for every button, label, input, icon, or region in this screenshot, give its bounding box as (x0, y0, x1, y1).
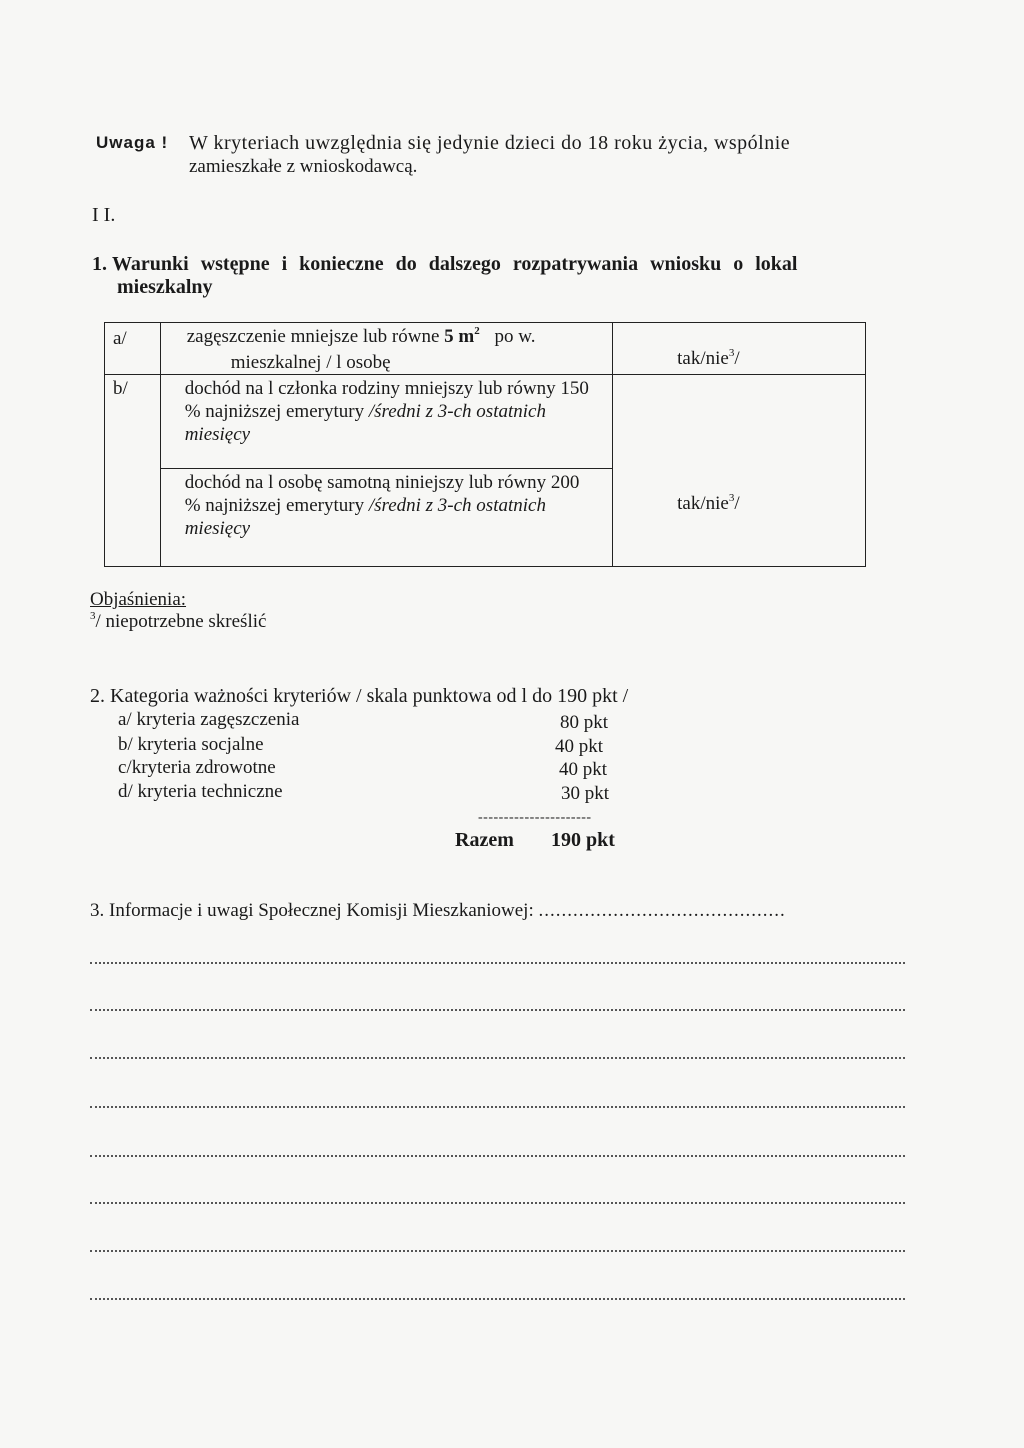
row-c-text-line2a: % najniższej emerytury (184, 495, 365, 516)
row-a-answer (613, 323, 865, 373)
point1-title-line1: Warunki wstępne i konieczne do dalszego rozpatrywania wniosku o lokal (112, 253, 798, 275)
row-a-answer-end: / (734, 348, 740, 369)
point2-item-points: 80 pkt (560, 712, 609, 733)
point2-total-value: 190 pkt (551, 829, 615, 851)
row-c-text (161, 469, 612, 540)
point1-title-line2: mieszkalny (117, 276, 213, 298)
row-a-after: po w. (494, 326, 536, 347)
row-b-answer-text: tak/nie (677, 493, 729, 514)
point2-item-points: 40 pkt (559, 759, 608, 780)
row-c-text-line2b: /średni z 3-ch ostatnich (368, 495, 546, 516)
row-c-text-line1: dochód na l osobę samotną niniejszy lub równy 200 (184, 472, 580, 493)
row-a-answer-sup: 3 (728, 347, 735, 359)
row-b-text-line2a: % najniższej emerytury (184, 401, 365, 422)
answer-line (90, 1009, 905, 1011)
row-b-answer (613, 375, 865, 518)
row-b-text-line2b: /średni z 3-ch ostatnich (368, 401, 546, 422)
explanations-sup: 3 (90, 610, 96, 622)
explanations-heading: Objaśnienia: (90, 589, 187, 610)
row-c-text-line3: miesięcy (184, 518, 251, 539)
note-text-line1: W kryteriach uwzględnia się jedynie dzieci do 18 roku życia, wspólnie (189, 132, 791, 154)
row-b-text-line3: miesięcy (184, 424, 251, 445)
answer-line (90, 1106, 905, 1108)
point2-item-label: b/ kryteria socjalne (118, 734, 264, 755)
answer-line (90, 1250, 905, 1252)
row-b-text-line1: dochód na l członka rodziny mniejszy lub równy 150 (184, 378, 589, 399)
point2-item-label: c/kryteria zdrowotne (118, 757, 276, 778)
section-heading: I I. (92, 204, 116, 226)
note-text-line2: zamieszkałe z wnioskodawcą. (189, 156, 418, 177)
note-label: Uwaga ! (96, 133, 169, 152)
criteria-table (104, 322, 866, 567)
row-a-answer-text: tak/nie (677, 348, 729, 369)
point3-title-text: 3. Informacje i uwagi Społecznej Komisji Mieszkaniowej: (90, 900, 534, 921)
answer-line (90, 962, 905, 964)
row-b-answer-sup: 3 (728, 492, 735, 504)
point2-total-label: Razem (455, 829, 514, 851)
point1-title (92, 252, 837, 276)
point2-item-points: 30 pkt (561, 783, 610, 804)
point2-item-label: d/ kryteria techniczne (118, 781, 283, 802)
answer-line (90, 1298, 905, 1300)
row-b-marker: b/ (113, 378, 128, 399)
table-row (105, 323, 866, 375)
point2-title: 2. Kategoria ważności kryteriów / skala punktowa od l do 190 pkt / (90, 685, 629, 707)
explanations-note: / niepotrzebne skreślić (95, 611, 267, 632)
table-row (105, 375, 866, 469)
point3-title-dots: ........................................... (538, 900, 786, 921)
row-a-text-line1: zagęszczenie mniejsze lub równe (186, 326, 440, 347)
answer-line (90, 1057, 905, 1059)
row-b-text (161, 375, 612, 446)
point3-title (90, 899, 786, 923)
answer-line (90, 1155, 905, 1157)
point2-item-points: 40 pkt (555, 736, 604, 757)
explanations-text (90, 610, 266, 636)
row-a-text (161, 323, 612, 351)
answer-line (90, 1202, 905, 1204)
point2-item-label: a/ kryteria zagęszczenia (118, 709, 300, 730)
row-a-text-line2: mieszkalnej / l osobę (230, 352, 391, 373)
point2-separator: ---------------------- (478, 810, 592, 825)
point1-number: 1. (92, 253, 107, 275)
row-a-marker: a/ (113, 328, 127, 349)
row-a-sup: 2 (474, 325, 480, 337)
row-b-answer-end: / (734, 493, 740, 514)
row-a-bold: 5 m (444, 326, 475, 347)
